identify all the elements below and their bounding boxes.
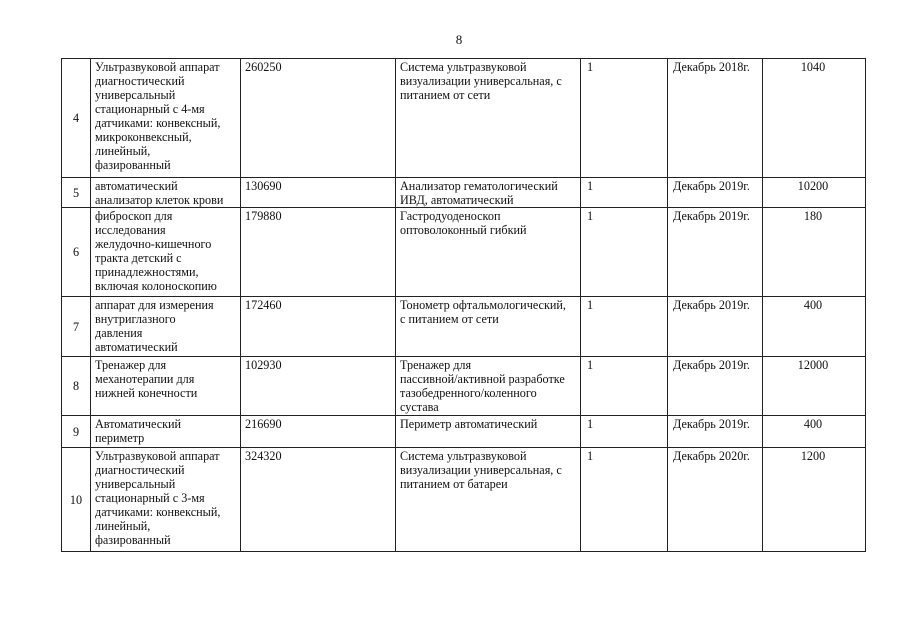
row-number: 8 <box>62 357 91 416</box>
equipment-code: 179880 <box>241 208 396 297</box>
equipment-code: 172460 <box>241 297 396 357</box>
equipment-description: Тренажер для пассивной/активной разработке тазобедренного/коленного сустава <box>396 357 581 416</box>
equipment-date: Декабрь 2019г. <box>668 178 763 208</box>
equipment-name: Ультразвуковой аппарат диагностический универсальный стационарный с 3-мя датчиками: конвексный, линейный, фазированный <box>91 448 241 552</box>
equipment-date: Декабрь 2019г. <box>668 416 763 448</box>
equipment-description: Система ультразвуковой визуализации универсальная, с питанием от батареи <box>396 448 581 552</box>
equipment-price: 400 <box>763 297 866 357</box>
equipment-code: 130690 <box>241 178 396 208</box>
table-row <box>62 448 866 552</box>
table-row <box>62 416 866 448</box>
row-number: 9 <box>62 416 91 448</box>
table-row <box>62 297 866 357</box>
equipment-code: 324320 <box>241 448 396 552</box>
equipment-quantity: 1 <box>581 208 668 297</box>
equipment-name: Автоматический периметр <box>91 416 241 448</box>
equipment-description: Тонометр офтальмологический, с питанием от сети <box>396 297 581 357</box>
equipment-quantity: 1 <box>581 297 668 357</box>
equipment-description: Периметр автоматический <box>396 416 581 448</box>
equipment-price: 1200 <box>763 448 866 552</box>
equipment-description: Система ультразвуковой визуализации универсальная, с питанием от сети <box>396 59 581 178</box>
equipment-date: Декабрь 2020г. <box>668 448 763 552</box>
page-number: 8 <box>455 32 463 47</box>
row-number: 10 <box>62 448 91 552</box>
equipment-name: Тренажер для механотерапии для нижней конечности <box>91 357 241 416</box>
row-number: 6 <box>62 208 91 297</box>
row-number: 7 <box>62 297 91 357</box>
equipment-code: 260250 <box>241 59 396 178</box>
equipment-quantity: 1 <box>581 178 668 208</box>
equipment-name: аппарат для измерения внутриглазного давления автоматический <box>91 297 241 357</box>
equipment-price: 180 <box>763 208 866 297</box>
equipment-date: Декабрь 2019г. <box>668 208 763 297</box>
row-number: 4 <box>62 59 91 178</box>
equipment-code: 216690 <box>241 416 396 448</box>
table-row <box>62 357 866 416</box>
equipment-description: Анализатор гематологический ИВД, автоматический <box>396 178 581 208</box>
table-row <box>62 59 866 178</box>
equipment-table <box>61 58 866 552</box>
row-number: 5 <box>62 178 91 208</box>
equipment-date: Декабрь 2019г. <box>668 357 763 416</box>
equipment-name: фиброскоп для исследования желудочно-кишечного тракта детский с принадлежностями, включая колоноскопию <box>91 208 241 297</box>
equipment-price: 1040 <box>763 59 866 178</box>
equipment-price: 12000 <box>763 357 866 416</box>
equipment-quantity: 1 <box>581 448 668 552</box>
equipment-quantity: 1 <box>581 357 668 416</box>
table-row <box>62 208 866 297</box>
equipment-quantity: 1 <box>581 416 668 448</box>
equipment-name: автоматический анализатор клеток крови <box>91 178 241 208</box>
table-row <box>62 178 866 208</box>
equipment-price: 400 <box>763 416 866 448</box>
equipment-date: Декабрь 2018г. <box>668 59 763 178</box>
equipment-description: Гастродуоденоскоп оптоволоконный гибкий <box>396 208 581 297</box>
equipment-code: 102930 <box>241 357 396 416</box>
equipment-quantity: 1 <box>581 59 668 178</box>
equipment-price: 10200 <box>763 178 866 208</box>
equipment-date: Декабрь 2019г. <box>668 297 763 357</box>
equipment-name: Ультразвуковой аппарат диагностический универсальный стационарный с 4-мя датчиками: конвексный, микроконвексный, линейный, фазированный <box>91 59 241 178</box>
